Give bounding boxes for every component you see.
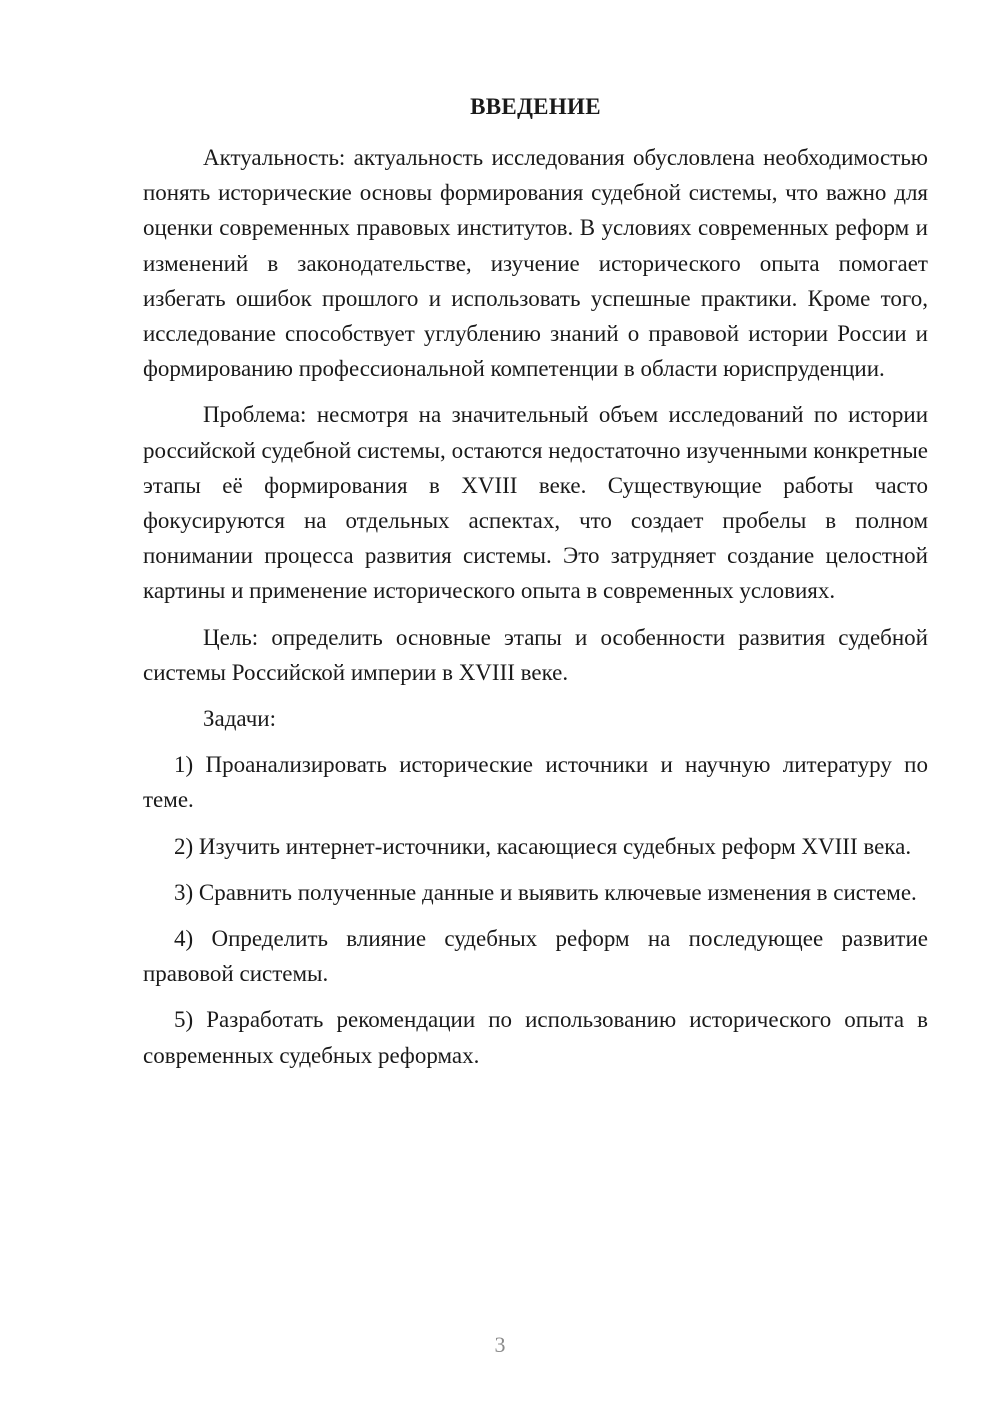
task-item: 5) Разработать рекомендации по использованию исторического опыта в современных судебных реформах. <box>143 1007 928 1068</box>
task-item: 3) Сравнить полученные данные и выявить ключевые изменения в системе. <box>174 879 917 905</box>
tasks-heading: Задачи: <box>203 706 276 732</box>
task-item: 1) Проанализировать исторические источники и научную литературу по теме. <box>143 752 928 813</box>
task-item: 4) Определить влияние судебных реформ на последующее развитие правовой системы. <box>143 926 928 987</box>
page-title: ВВЕДЕНИЕ <box>470 94 601 119</box>
document-body <box>143 140 928 1084</box>
paragraph-problem: Проблема: несмотря на значительный объем исследований по истории российской судебной системы, остаются недостаточно изученными конкретные этапы её формирования в XVIII веке. Существующие работы часто фокусируются на отдельных аспектах, что создает пробелы в полном понимании процесса развития системы. Это затрудняет создание целостной картины и применение исторического опыта в современных условиях. <box>143 402 928 604</box>
paragraph-relevance: Актуальность: актуальность исследования обусловлена необходимостью понять исторические основы формирования судебной системы, что важно для оценки современных правовых институтов. В условиях современных реформ и изменений в законодательстве, изучение исторического опыта помогает избегать ошибок прошлого и использовать успешные практики. Кроме того, исследование способствует углублению знаний о правовой истории России и формированию профессиональной компетенции в области юриспруденции. <box>143 145 928 382</box>
task-item: 2) Изучить интернет-источники, касающиеся судебных реформ XVIII века. <box>174 833 912 859</box>
paragraph-goal: Цель: определить основные этапы и особенности развития судебной системы Российской империи в XVIII веке. <box>143 624 928 685</box>
page-number: 3 <box>494 1332 506 1357</box>
